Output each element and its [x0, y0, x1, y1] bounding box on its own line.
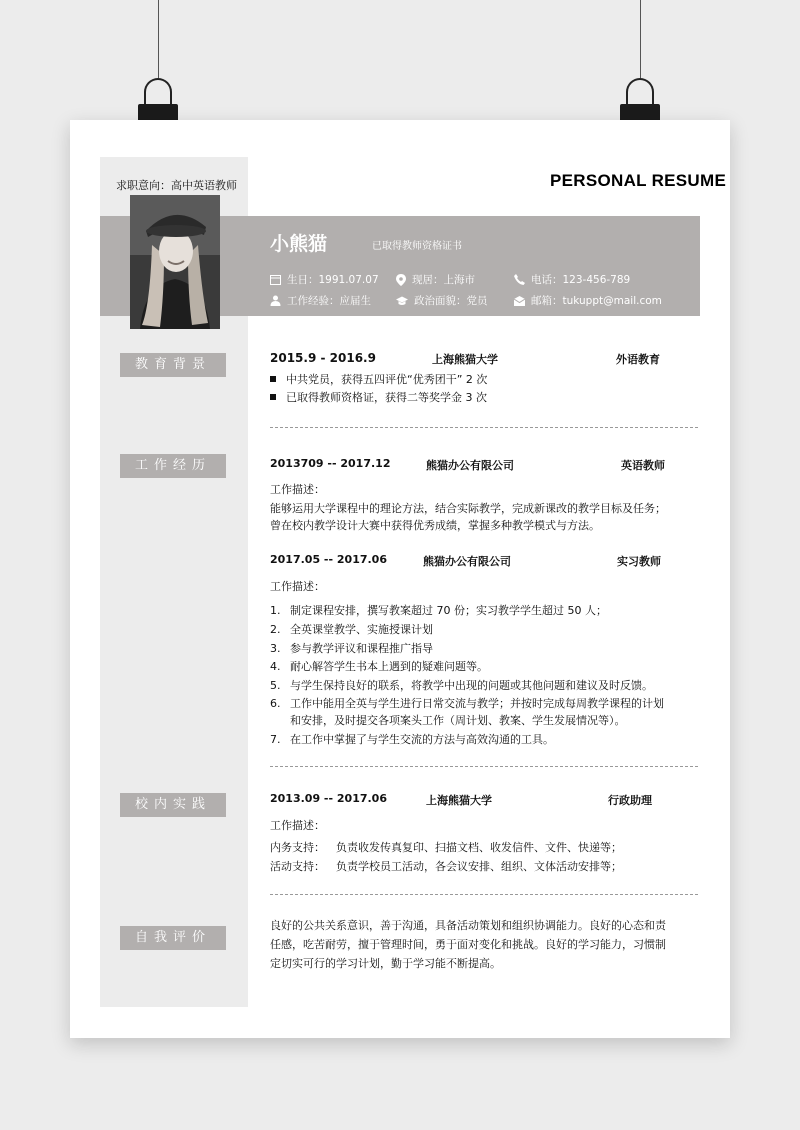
- campus-desc-label: 工作描述：: [270, 819, 325, 832]
- phone-icon: [514, 274, 525, 285]
- list-item-continuation: 和安排，及时提交各项案头工作（周计划、教案、学生发展情况等）。: [290, 714, 626, 727]
- work-1-role: 英语教师: [621, 459, 665, 472]
- list-item: 7. 在工作中掌握了与学生交流的方法与高效沟通的工具。: [270, 733, 554, 746]
- self-eval-line: 定切实可行的学习计划，勤于学习能不断提高。: [270, 957, 501, 970]
- section-label-work: 工作经历: [120, 454, 226, 478]
- section-label-education: 教育背景: [120, 353, 226, 377]
- list-item: 5. 与学生保持良好的联系，将教学中出现的问题或其他问题和建议及时反馈。: [270, 679, 653, 692]
- job-objective: 求职意向：高中英语教师: [116, 179, 237, 192]
- birthday-text: 生日：1991.07.07: [287, 274, 379, 286]
- list-item: 3. 参与教学评议和课程推广指导: [270, 642, 433, 655]
- work-1-company: 熊猫办公有限公司: [426, 459, 514, 472]
- phone-text: 电话：123-456-789: [531, 274, 631, 286]
- candidate-name: 小熊猫: [270, 233, 328, 255]
- work-1-desc-label: 工作描述：: [270, 483, 325, 496]
- education-item: 中共党员，获得五四评优“优秀团干” 2 次: [270, 371, 487, 387]
- education-major: 外语教育: [616, 353, 660, 366]
- resume-paper: [70, 120, 730, 1038]
- certificate-note: 已取得教师资格证书: [372, 241, 462, 252]
- hanging-string-right: [640, 0, 641, 78]
- campus-school: 上海熊猫大学: [426, 794, 492, 807]
- education-period: 2015.9 - 2016.9: [270, 351, 376, 365]
- campus-row: 内务支持： 负责收发传真复印、扫描文档、收发信件、文件、快递等；: [270, 841, 622, 854]
- experience-info: [270, 293, 371, 308]
- birthday-info: [270, 272, 379, 287]
- location-pin-icon: [396, 274, 406, 286]
- section-divider: [270, 894, 698, 895]
- work-1-desc-line: 曾在校内教学设计大赛中获得优秀成绩，掌握多种教学模式与方法。: [270, 519, 600, 532]
- section-divider: [270, 766, 698, 767]
- residence-info: [396, 272, 475, 287]
- resume-title: PERSONAL RESUME: [550, 171, 727, 190]
- work-2-role: 实习教师: [617, 555, 661, 568]
- political-info: [396, 293, 488, 308]
- residence-text: 现居：上海市: [412, 274, 475, 286]
- square-bullet-icon: [270, 394, 276, 400]
- section-label-campus: 校内实践: [120, 793, 226, 817]
- campus-row: 活动支持： 负责学校员工活动，各会议安排、组织、文体活动安排等；: [270, 860, 622, 873]
- list-item: 1. 制定课程安排，撰写教案超过 70 份；实习教学学生超过 50 人；: [270, 604, 607, 617]
- education-school: 上海熊猫大学: [432, 353, 498, 366]
- email-text: 邮箱：tukuppt@mail.com: [531, 295, 662, 307]
- hanging-string-left: [158, 0, 159, 78]
- self-eval-line: 良好的公共关系意识，善于沟通，具备活动策划和组织协调能力。良好的心态和责: [270, 919, 666, 932]
- education-item: 已取得教师资格证，获得二等奖学金 3 次: [270, 389, 487, 405]
- political-text: 政治面貌：党员: [414, 295, 488, 307]
- experience-text: 工作经验：应届生: [287, 295, 371, 307]
- work-2-desc-label: 工作描述：: [270, 580, 325, 593]
- section-divider: [270, 427, 698, 428]
- section-label-self: 自我评价: [120, 926, 226, 950]
- calendar-icon: [270, 274, 281, 285]
- envelope-icon: [514, 296, 525, 306]
- list-item: 6. 工作中能用全英与学生进行日常交流与教学；并按时完成每周教学课程的计划: [270, 697, 664, 710]
- list-item: 4. 耐心解答学生书本上遇到的疑难问题等。: [270, 660, 488, 673]
- list-item: 2. 全英课堂教学、实施授课计划: [270, 623, 433, 636]
- email-info: [514, 293, 662, 308]
- graduation-cap-icon: [396, 296, 408, 306]
- campus-period: 2013.09 -- 2017.06: [270, 792, 387, 805]
- square-bullet-icon: [270, 376, 276, 382]
- person-icon: [270, 295, 281, 306]
- campus-role: 行政助理: [608, 794, 652, 807]
- work-2-period: 2017.05 -- 2017.06: [270, 553, 387, 566]
- work-1-desc-line: 能够运用大学课程中的理论方法，结合实际教学，完成新课改的教学目标及任务；: [270, 502, 666, 515]
- self-eval-line: 任感，吃苦耐劳，擅于管理时间，勇于面对变化和挑战。良好的学习能力，习惯制: [270, 938, 666, 951]
- phone-info: [514, 272, 630, 287]
- profile-photo: [130, 195, 220, 329]
- work-2-company: 熊猫办公有限公司: [423, 555, 511, 568]
- work-1-period: 2013709 -- 2017.12: [270, 457, 391, 470]
